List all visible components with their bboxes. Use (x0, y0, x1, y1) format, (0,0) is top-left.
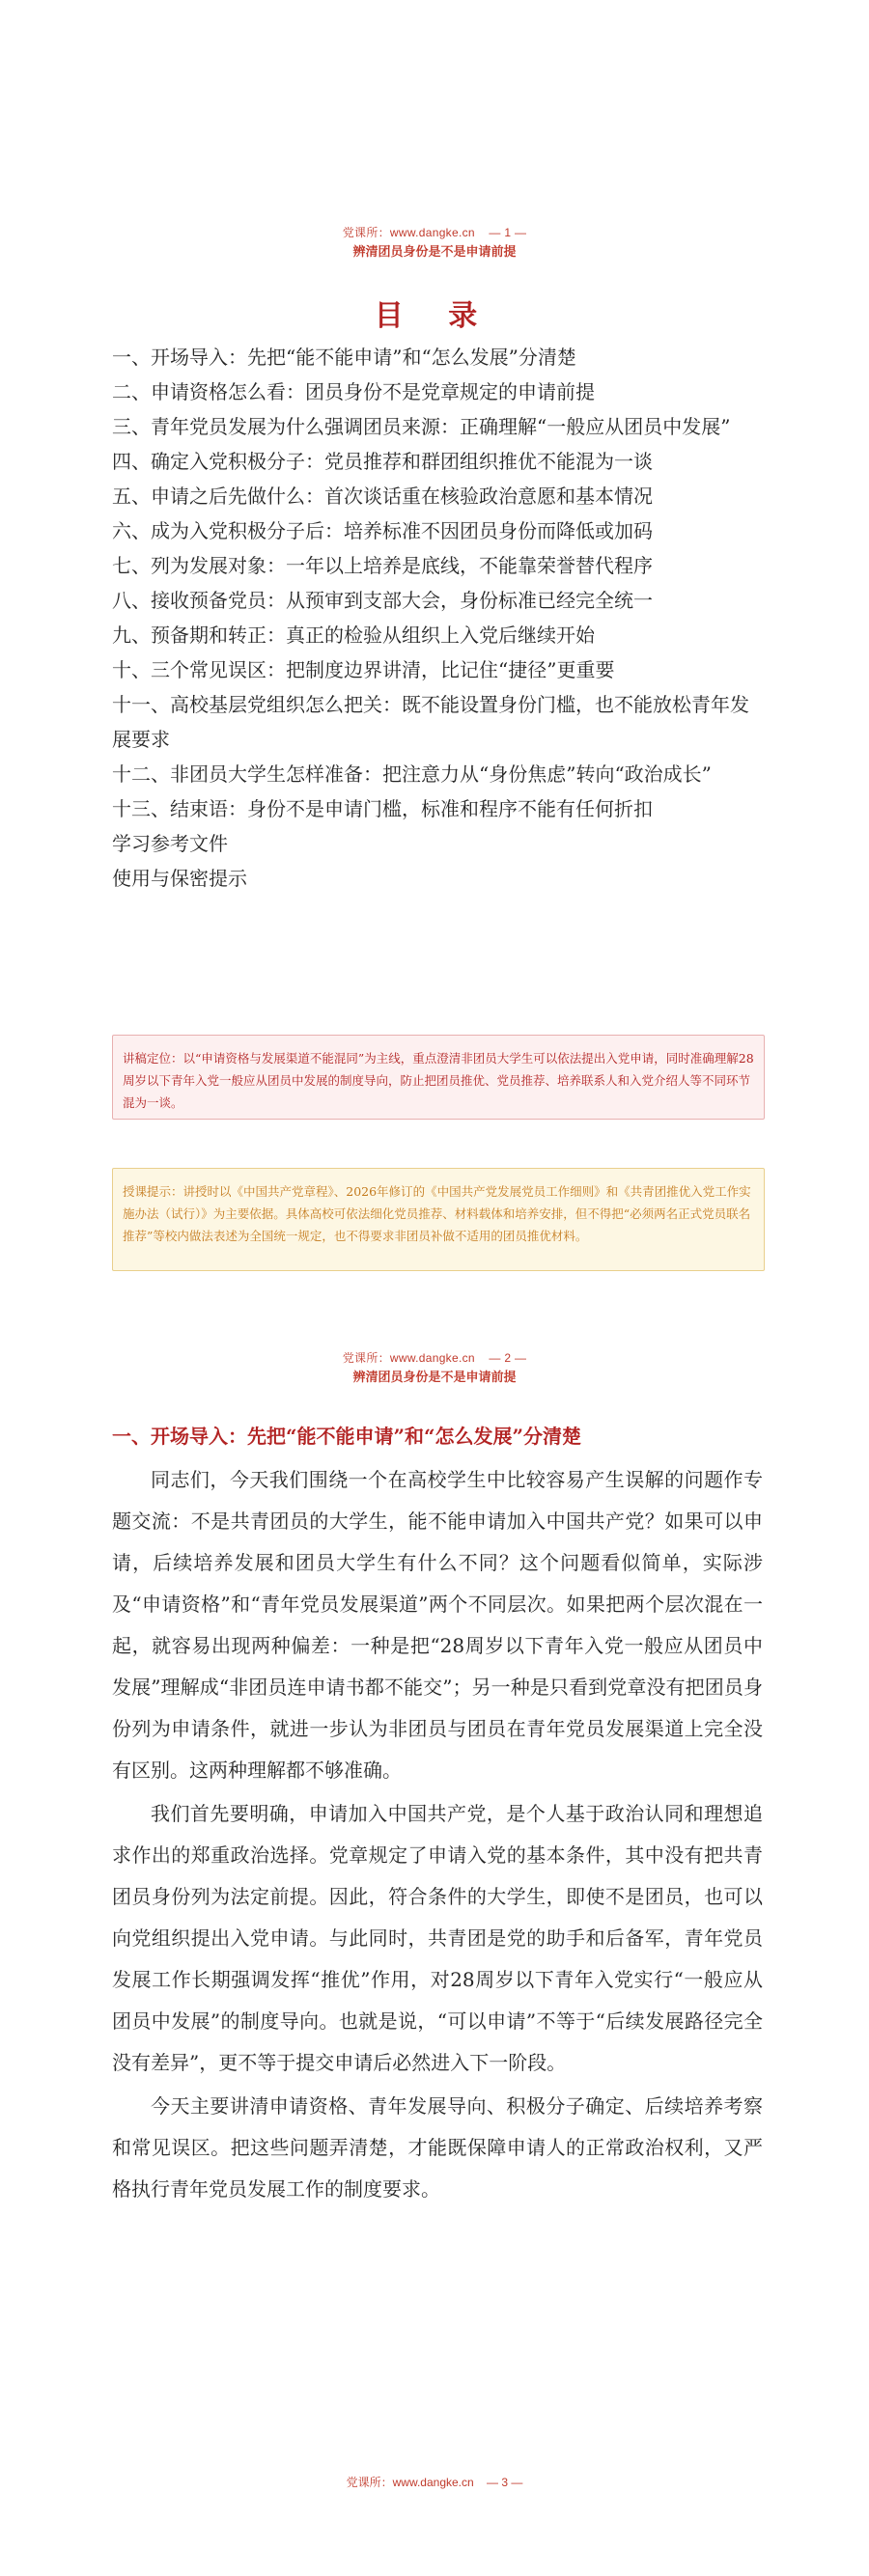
toc-item[interactable]: 六、成为入党积极分子后：培养标准不因团员身份而降低或加码 (112, 519, 653, 542)
header-subtitle: 辨清团员身份是不是申请前提 (352, 244, 517, 259)
toc-item[interactable]: 三、青年党员发展为什么强调团员来源：正确理解“一般应从团员中发展” (112, 415, 731, 438)
toc-item[interactable]: 二、申请资格怎么看：团员身份不是党章规定的申请前提 (112, 380, 595, 403)
teaching-hint-box (112, 1168, 765, 1271)
body-paragraph: 今天主要讲清申请资格、青年发展导向、积极分子确定、后续培养考察和常见误区。把这些问题弄清楚，才能既保障申请人的正常政治权利，又严格执行青年党员发展工作的制度要求。 (112, 2094, 763, 2201)
toc-item[interactable]: 五、申请之后先做什么：首次谈话重在核验政治意愿和基本情况 (112, 485, 653, 508)
toc-item[interactable]: 十一、高校基层党组织怎么把关：既不能设置身份门槛，也不能放松青年发展要求 (112, 693, 749, 751)
header-page-number: — 1 — (489, 226, 527, 239)
toc-item[interactable]: 一、开场导入：先把“能不能申请”和“怎么发展”分清楚 (112, 346, 576, 369)
toc-title: 目 录 (374, 299, 495, 333)
header-subtitle: 辨清团员身份是不是申请前提 (352, 1370, 517, 1384)
toc-item[interactable]: 十二、非团员大学生怎样准备：把注意力从“身份焦虑”转向“政治成长” (112, 762, 712, 786)
teaching-hint-text: 授课提示：讲授时以《中国共产党章程》、2026年修订的《中国共产党发展党员工作细则》和《共青团推优入党工作实施办法（试行）》为主要依据。具体高校可依法细化党员推荐、材料载体和培养安排，但不得把“必须两名正式党员联名推荐”等校内做法表述为全国统一规定，也不得要求非团员补做不适用的团员推优材料。 (123, 1184, 751, 1243)
header-site-line (0, 224, 869, 240)
body-paragraph: 同志们，今天我们围绕一个在高校学生中比较容易产生误解的问题作专题交流：不是共青团员的大学生，能不能申请加入中国共产党？如果可以申请，后续培养发展和团员大学生有什么不同？这个问题看似简单，实际涉及“申请资格”和“青年党员发展渠道”两个不同层次。如果把两个层次混在一起，就容易出现两种偏差：一种是把“28周岁以下青年入党一般应从团员中发展”理解成“非团员连申请书都不能交”；另一种是只看到党章没有把团员身份列为申请条件，就进一步认为非团员与团员在青年党员发展渠道上完全没有区别。这两种理解都不够准确。 (112, 1468, 763, 1782)
toc-item[interactable]: 使用与保密提示 (112, 867, 247, 890)
positioning-note-box (112, 1035, 765, 1120)
header-site: 党课所：www.dangke.cn (342, 1351, 475, 1365)
section-body (112, 1459, 763, 2212)
page-footer-3: 党课所：www.dangke.cn — 3 — (346, 2476, 523, 2489)
page-header-2 (0, 1349, 869, 1385)
toc-item[interactable]: 八、接收预备党员：从预审到支部大会，身份标准已经完全统一 (112, 589, 653, 612)
section-title: 一、开场导入：先把“能不能申请”和“怎么发展”分清楚 (112, 1425, 582, 1448)
toc-item[interactable]: 四、确定入党积极分子：党员推荐和群团组织推优不能混为一谈 (112, 450, 653, 473)
toc-item[interactable]: 七、列为发展对象：一年以上培养是底线，不能靠荣誉替代程序 (112, 554, 653, 577)
header-site-line (0, 1349, 869, 1366)
header-site: 党课所：www.dangke.cn (342, 226, 475, 239)
toc-item[interactable]: 十、三个常见误区：把制度边界讲清，比记住“捷径”更重要 (112, 658, 615, 681)
toc-item[interactable]: 十三、结束语：身份不是申请门槛，标准和程序不能有任何折扣 (112, 797, 653, 820)
header-page-number: — 2 — (489, 1351, 527, 1365)
body-paragraph: 我们首先要明确，申请加入中国共产党，是个人基于政治认同和理想追求作出的郑重政治选择。党章规定了申请入党的基本条件，其中没有把共青团员身份列为法定前提。因此，符合条件的大学生，即使不是团员，也可以向党组织提出入党申请。与此同时，共青团是党的助手和后备军，青年党员发展工作长期强调发挥“推优”作用，对28周岁以下青年入党实行“一般应从团员中发展”的制度导向。也就是说，“可以申请”不等于“后续发展路径完全没有差异”，更不等于提交申请后必然进入下一阶段。 (112, 1802, 763, 2074)
positioning-note-text: 讲稿定位：以“申请资格与发展渠道不能混同”为主线，重点澄清非团员大学生可以依法提出入党申请，同时准确理解28周岁以下青年入党一般应从团员中发展的制度导向，防止把团员推优、党员推荐、培养联系人和入党介绍人等不同环节混为一谈。 (123, 1051, 754, 1110)
toc-item[interactable]: 九、预备期和转正：真正的检验从组织上入党后继续开始 (112, 623, 595, 647)
toc-item[interactable]: 学习参考文件 (112, 832, 228, 855)
page-header-1 (0, 224, 869, 260)
table-of-contents (112, 340, 759, 896)
